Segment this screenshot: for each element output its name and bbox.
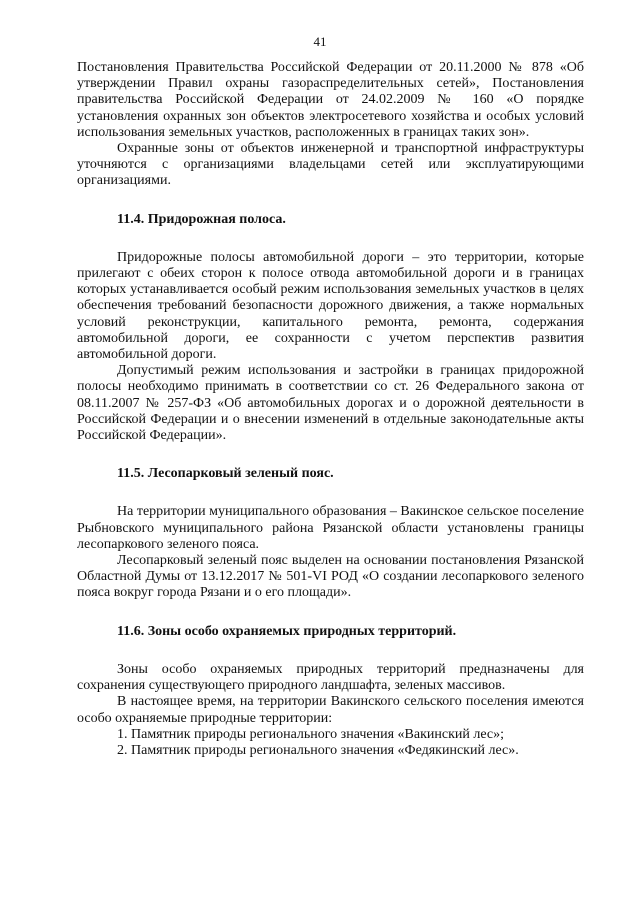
document-body: [77, 60, 584, 759]
paragraph-utility-zones: Охранные зоны от объектов инженерной и транспортной инфраструктуры уточняются с организациями владельцами сетей или эксплуатирующими организациями.: [77, 141, 584, 189]
section-heading-11-5: 11.5. Лесопарковый зеленый пояс.: [117, 466, 334, 482]
section-11-5-paragraph: На территории муниципального образования – Вакинское сельское поселение Рыбновского муниципального района Рязанской области установлены границы лесопаркового зеленого пояса.: [77, 504, 584, 552]
list-item-natural-monument: 2. Памятник природы регионального значения «Федякинский лес».: [117, 742, 519, 758]
section-heading-11-4: 11.4. Придорожная полоса.: [117, 211, 286, 227]
section-11-4-paragraph: Придорожные полосы автомобильной дороги – это территории, которые прилегают с обеих сторон к полосе отвода автомобильной дороги и в границах которых устанавливается особый режим использования земельных участков в целях обеспечения требований безопасности дорожного движения, а также нормальных условий реконструкции, капитального ремонта, ремонта, содержания автомобильной дороги, ее сохранности с учетом перспектив развития автомобильной дороги.: [77, 249, 584, 363]
section-11-4-paragraph: Допустимый режим использования и застройки в границах придорожной полосы необходимо принимать в соответствии со ст. 26 Федерального закона от 08.11.2007 № 257-ФЗ «Об автомобильных дорогах и о дорожной деятельности в Российской Федерации и о внесении изменений в отдельные законодательные акты Российской Федерации».: [77, 363, 584, 444]
page-number: 41: [313, 34, 327, 49]
intro-paragraph: Постановления Правительства Российской Федерации от 20.11.2000 № 878 «Об утверждении Правил охраны газораспределительных сетей», Постановления правительства Российской Федерации от 24.02.2009 № 160 «О порядке установления охранных зон объектов электросетевого хозяйства и особых условий использования земельных участков, расположенных в границах таких зон».: [77, 60, 584, 140]
section-heading-11-6: 11.6. Зоны особо охраняемых природных территорий.: [117, 623, 457, 639]
section-11-6-paragraph: Зоны особо охраняемых природных территорий предназначены для сохранения существующего природного ландшафта, зеленых массивов.: [77, 661, 584, 694]
section-11-5-paragraph: Лесопарковый зеленый пояс выделен на основании постановления Рязанской Областной Думы от 13.12.2017 № 501-VI РОД «О создании лесопаркового зеленого пояса вокруг города Рязани и о его площади».: [77, 553, 584, 601]
section-11-6-paragraph: В настоящее время, на территории Вакинского сельского поселения имеются особо охраняемые природные территории:: [77, 694, 584, 726]
list-item-natural-monument: 1. Памятник природы регионального значения «Вакинский лес»;: [117, 726, 505, 742]
